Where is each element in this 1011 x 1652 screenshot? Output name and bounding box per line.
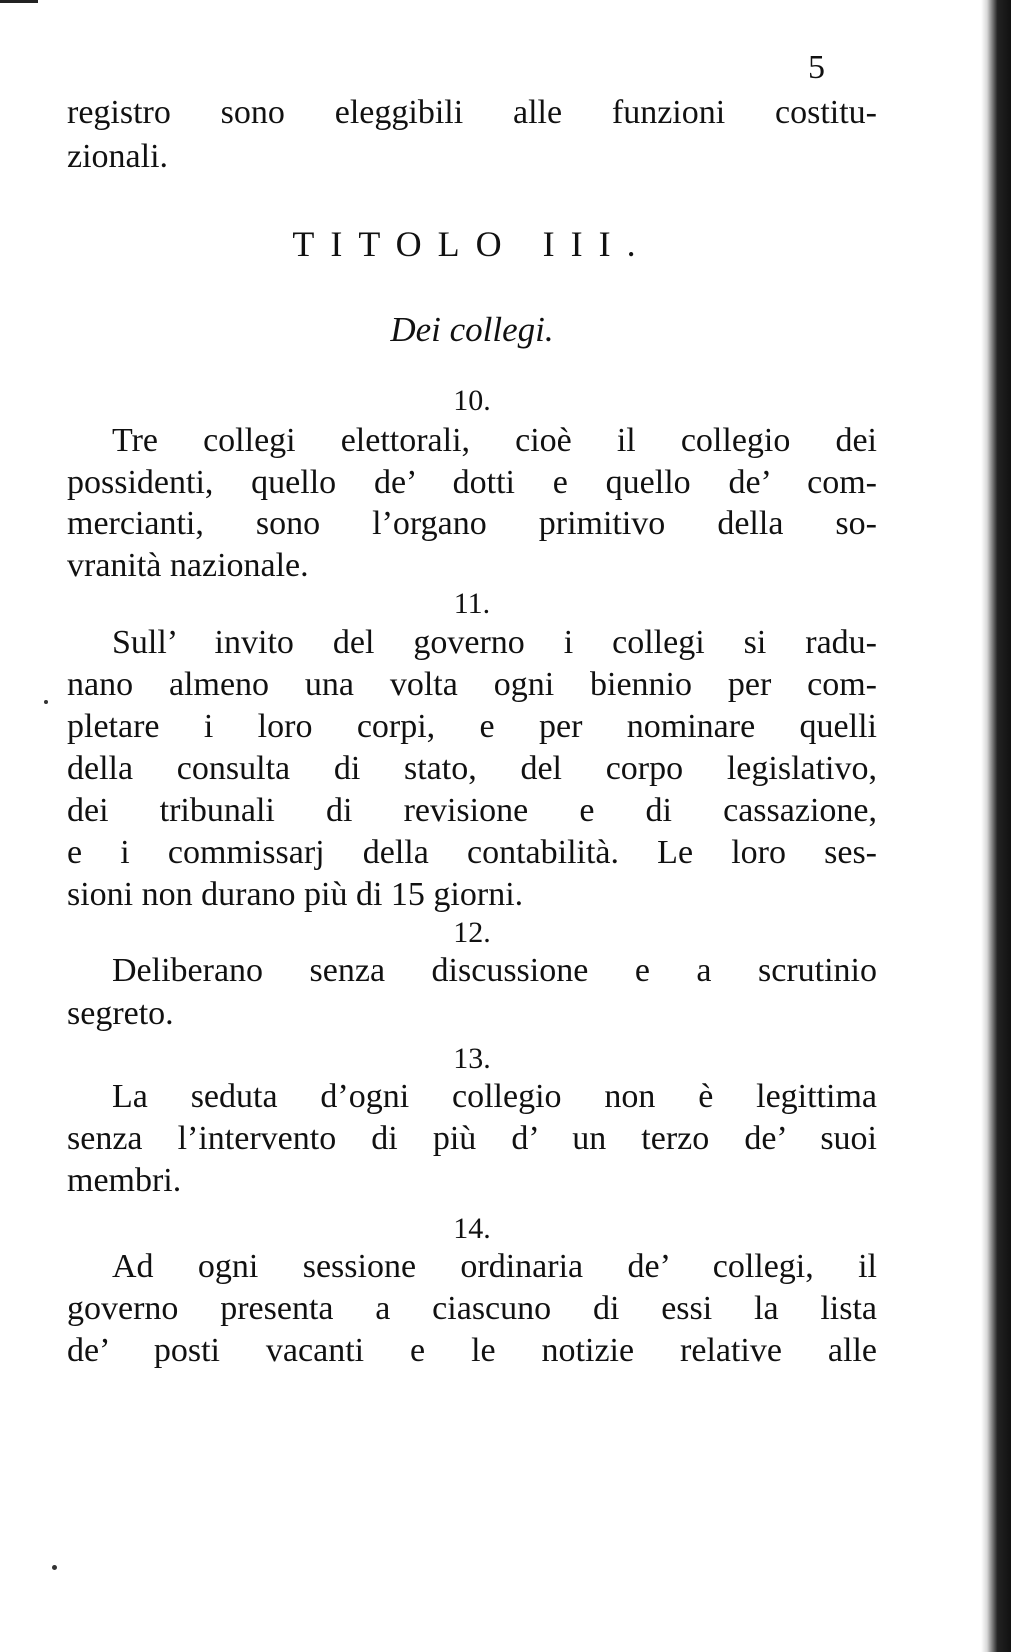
article-number: 13.: [453, 1042, 491, 1075]
text-line: dei tribunali di revisione e di cassazione,: [67, 792, 877, 829]
article-number: 12.: [453, 916, 491, 949]
article-number: 11.: [453, 587, 491, 620]
text-line: senza l’intervento di più d’ un terzo de’ suoi: [67, 1120, 877, 1157]
text-line: della consulta di stato, del corpo legislativo,: [67, 750, 877, 787]
article-number: 14.: [453, 1212, 491, 1245]
text-line: e i commissarj della contabilità. Le loro ses-: [67, 834, 877, 871]
text-line: membri.: [67, 1162, 182, 1199]
text-line: Deliberano senza discussione e a scrutinio: [112, 952, 877, 989]
ink-speck: [52, 1565, 57, 1570]
text-line: zionali.: [67, 138, 169, 175]
text-line: Sull’ invito del governo i collegi si radu-: [112, 624, 877, 661]
page-number: 5: [808, 49, 825, 86]
scan-edge: [981, 0, 1011, 1652]
text-line: nano almeno una volta ogni biennio per com-: [67, 666, 877, 703]
text-line: Tre collegi elettorali, cioè il collegio dei: [112, 422, 877, 459]
text-line: Ad ogni sessione ordinaria de’ collegi, il: [112, 1248, 877, 1285]
text-line: pletare i loro corpi, e per nominare quelli: [67, 708, 877, 745]
section-subheading: Dei collegi.: [390, 310, 554, 349]
text-line: mercianti, sono l’organo primitivo della so-: [67, 505, 877, 542]
text-line: registro sono eleggibili alle funzioni costitu-: [67, 94, 877, 131]
text-line: governo presenta a ciascuno di essi la lista: [67, 1290, 877, 1327]
text-line: sioni non durano più di 15 giorni.: [67, 876, 524, 913]
section-heading: TITOLO III.: [292, 224, 652, 264]
text-line: de’ posti vacanti e le notizie relative alle: [67, 1332, 877, 1369]
text-line: possidenti, quello de’ dotti e quello de’ com-: [67, 464, 877, 501]
corner-mark: [0, 0, 38, 3]
article-number: 10.: [453, 384, 491, 417]
text-line: vranità nazionale.: [67, 547, 309, 584]
ink-speck: [44, 700, 48, 704]
text-line: segreto.: [67, 995, 174, 1032]
text-line: La seduta d’ogni collegio non è legittima: [112, 1078, 877, 1115]
